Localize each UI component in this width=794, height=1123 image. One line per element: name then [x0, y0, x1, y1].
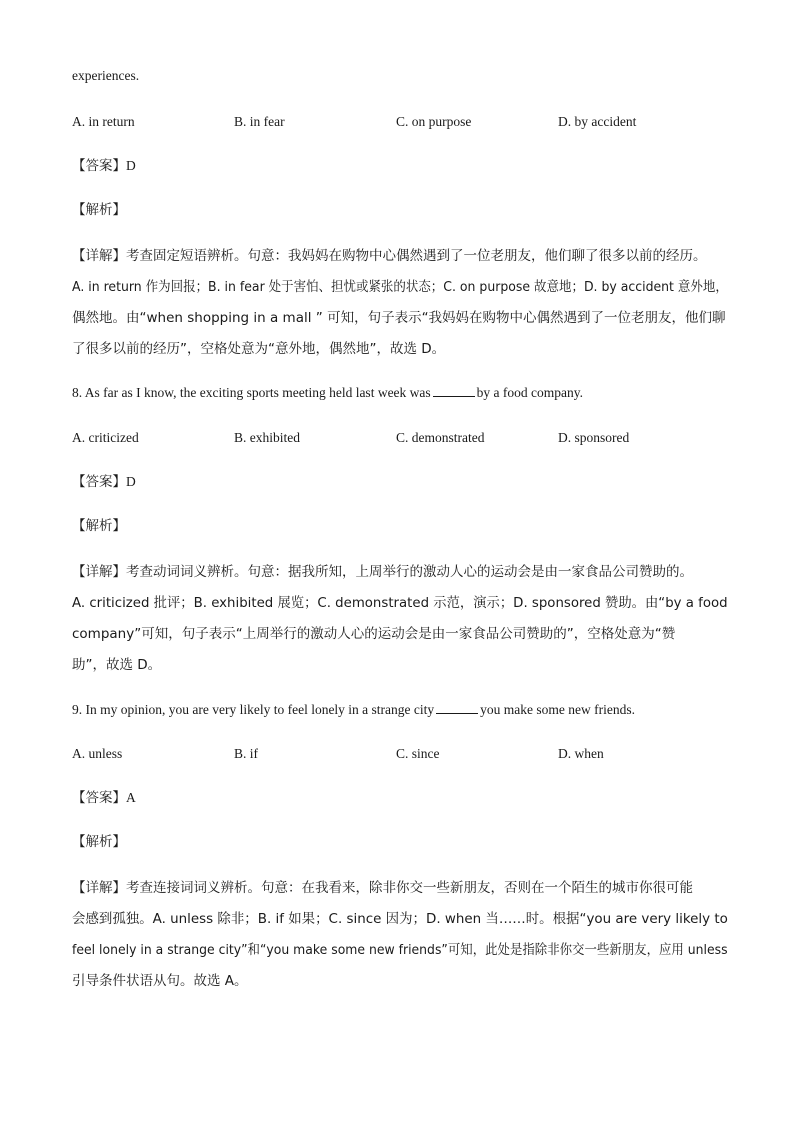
q8-detail-line-3: company”可知，句子表示“上周举行的激动人心的运动会是由一家食品公司赞助的”，空格处意为“赞	[72, 626, 676, 642]
q7-detail-line-1: 【详解】考查固定短语辨析。句意：我妈妈在购物中心偶然遇到了一位老朋友，他们聊了很多以前的经历。	[72, 248, 707, 264]
q7-answer	[72, 156, 728, 176]
q9-stem	[72, 700, 728, 720]
q8-detail-line-2: A. criticized 批评；B. exhibited 展览；C. demonstrated 示范，演示；D. sponsored 赞助。由“by a food	[72, 595, 728, 611]
answer-value: A	[126, 790, 136, 805]
answer-label: 【答案】	[72, 474, 126, 490]
q9-options	[72, 744, 728, 764]
q7-detail-line-3: 偶然地。由“when shopping in a mall ” 可知，句子表示“我妈妈在购物中心偶然遇到了一位老朋友，他们聊	[72, 310, 726, 326]
q9-analysis-label: 【解析】	[72, 834, 126, 850]
q7-option-d: D. by accident	[558, 114, 637, 129]
answer-label: 【答案】	[72, 158, 126, 174]
q9-stem-after: you make some new friends.	[480, 702, 635, 717]
q7-detail-line-4: 了很多以前的经历”，空格处意为“意外地，偶然地”，故选 D。	[72, 341, 446, 357]
q8-option-a: A. criticized	[72, 430, 139, 445]
q9-option-c: C. since	[396, 746, 440, 761]
q8-stem-after: by a food company.	[476, 385, 584, 400]
q9-option-d: D. when	[558, 746, 604, 761]
answer-value: D	[126, 158, 136, 173]
q9-answer	[72, 788, 728, 808]
answer-label: 【答案】	[72, 790, 126, 806]
q9-option-b: B. if	[234, 746, 259, 761]
q8-blank	[433, 383, 475, 397]
q8-detail-line-1: 【详解】考查动词词义辨析。句意：据我所知，上周举行的激动人心的运动会是由一家食品公司赞助的。	[72, 564, 693, 580]
q7-option-a: A. in return	[72, 114, 135, 129]
q7-option-c: C. on purpose	[396, 114, 472, 129]
q7-option-b: B. in fear	[234, 114, 285, 129]
q8-option-c: C. demonstrated	[396, 430, 485, 445]
q9-blank	[436, 700, 478, 714]
q7-analysis-label: 【解析】	[72, 202, 126, 218]
q8-option-b: B. exhibited	[234, 430, 300, 445]
q8-options	[72, 428, 728, 448]
q7-stem-tail: experiences.	[72, 68, 140, 83]
q7-options	[72, 112, 728, 132]
q8-answer	[72, 472, 728, 492]
q8-option-d: D. sponsored	[558, 430, 630, 445]
q8-analysis-label: 【解析】	[72, 518, 126, 534]
q9-option-a: A. unless	[72, 746, 123, 761]
q9-stem-before: 9. In my opinion, you are very likely to feel lonely in a strange city	[72, 702, 435, 717]
q9-detail-line-1: 【详解】考查连接词词义辨析。句意：在我看来，除非你交一些新朋友，否则在一个陌生的城市你很可能	[72, 880, 693, 896]
q9-detail-line-4: 引导条件状语从句。故选 A。	[72, 973, 248, 989]
answer-value: D	[126, 474, 136, 489]
q8-detail-line-4: 助”，故选 D。	[72, 657, 162, 673]
q7-detail-line-2: A. in return 作为回报；B. in fear 处于害怕、担忧或紧张的状态；C. on purpose 故意地；D. by accident 意外地，	[72, 279, 728, 295]
q9-detail-line-3: feel lonely in a strange city”和“you make some new friends”可知，此处是指除非你交一些新朋友，应用 unless	[72, 942, 728, 958]
q8-stem	[72, 383, 728, 403]
q9-detail-line-2: 会感到孤独。A. unless 除非；B. if 如果；C. since 因为；D. when 当……时。根据“you are very likely to	[72, 911, 728, 927]
q8-stem-before: 8. As far as I know, the exciting sports meeting held last week was	[72, 385, 431, 400]
